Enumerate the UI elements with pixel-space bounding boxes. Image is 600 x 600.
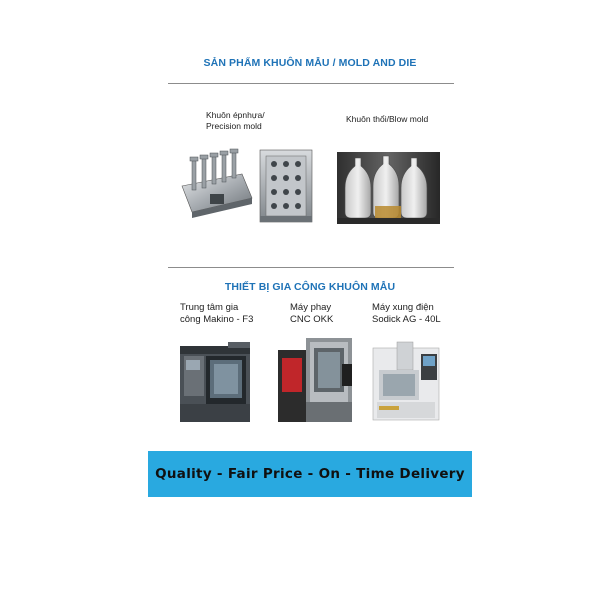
caption-line: Máy xung điện xyxy=(372,302,434,313)
section-divider xyxy=(168,83,454,84)
caption-line: Khuôn thổi/Blow mold xyxy=(346,114,429,124)
blow-mold-image xyxy=(337,152,440,224)
section-title-machining-equipment: THIẾT BỊ GIA CÔNG KHUÔN MẪU xyxy=(224,281,396,293)
machine-caption-makino xyxy=(180,302,280,326)
caption-line: Máy phay xyxy=(290,302,332,313)
caption-line: Sodick AG - 40L xyxy=(372,314,441,325)
caption-line: Precision mold xyxy=(206,121,262,131)
precision-mold-image xyxy=(180,146,315,226)
caption-line: CNC OKK xyxy=(290,314,334,325)
caption-line: công Makino - F3 xyxy=(180,314,254,325)
makino-machine-image xyxy=(178,340,252,424)
slogan-banner xyxy=(148,451,472,497)
section-divider xyxy=(168,267,454,268)
section-title-mold-and-die: SẢN PHẨM KHUÔN MẪU / MOLD AND DIE xyxy=(203,57,417,69)
machine-caption-okk xyxy=(290,302,370,326)
machine-caption-sodick xyxy=(372,302,472,326)
okk-machine-image xyxy=(276,332,356,424)
sodick-machine-image xyxy=(371,340,441,422)
caption-line: Trung tâm gia xyxy=(180,302,239,313)
product-caption-precision-mold xyxy=(206,110,326,132)
product-caption-blow-mold xyxy=(346,114,466,125)
caption-line: Khuôn épnhựa/ xyxy=(206,110,265,120)
slogan-text: Quality - Fair Price - On - Time Delivery xyxy=(155,466,465,482)
